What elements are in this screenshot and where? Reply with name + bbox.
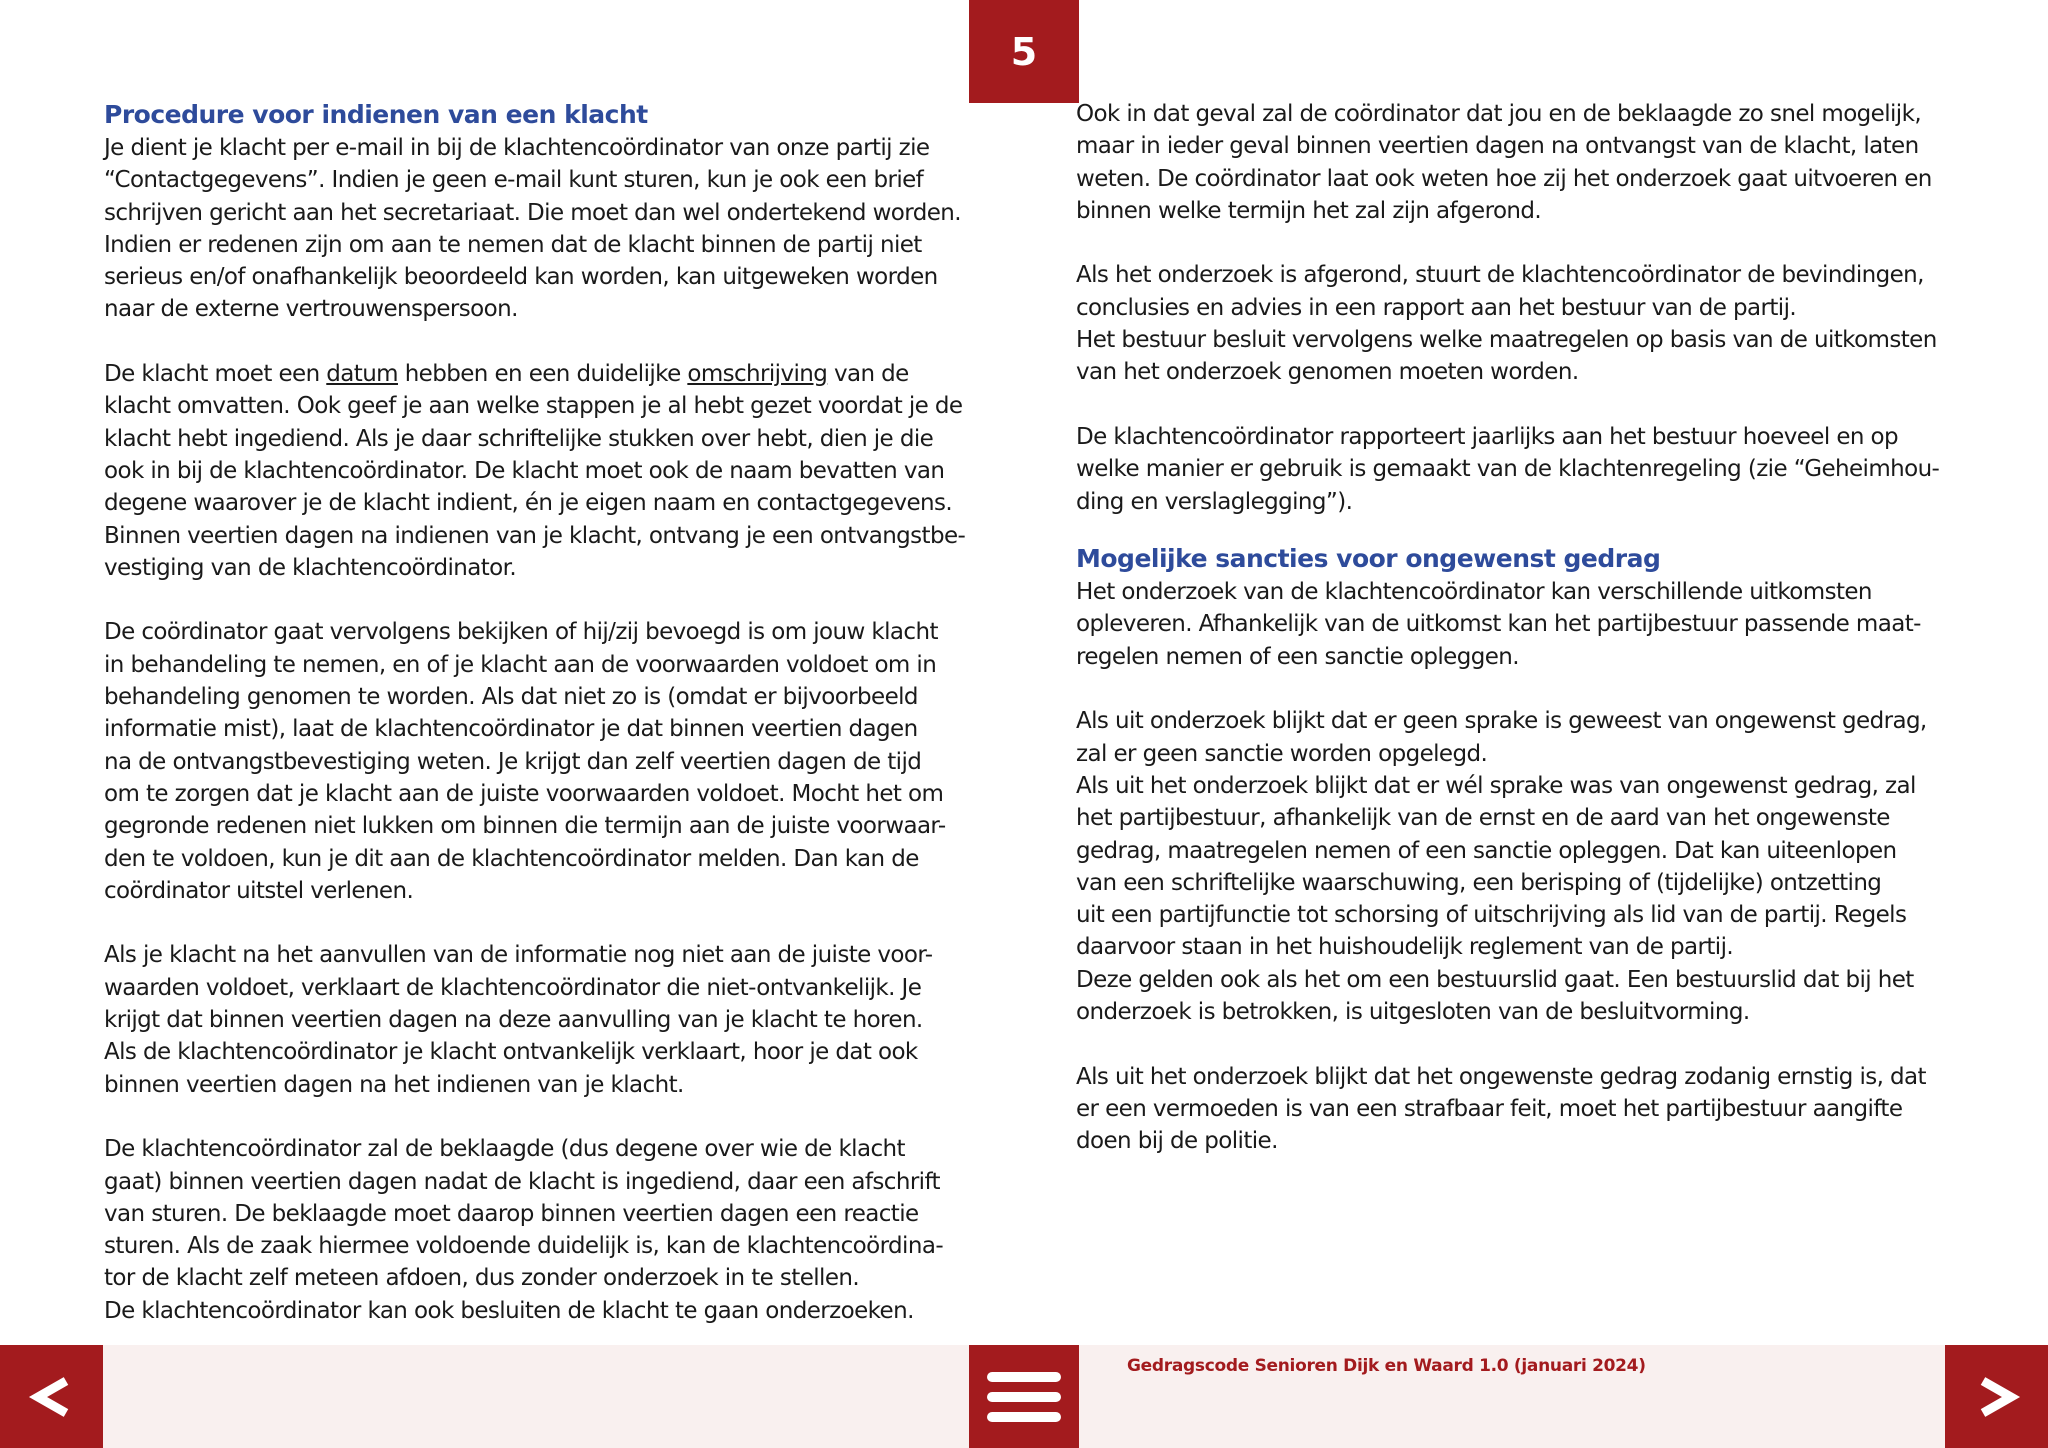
paragraph: De klachtencoördinator rapporteert jaarlijks aan het bestuur hoeveel en op welke manier er gebruik is gemaakt van de klachtenregeling (zie “Geheimhou- ding en verslaglegging”). [1076, 423, 1940, 515]
chevron-left-icon [28, 1373, 76, 1421]
right-column [1076, 98, 1976, 1158]
next-page-button[interactable] [1945, 1345, 2048, 1448]
chevron-right-icon [1973, 1373, 2021, 1421]
previous-page-button[interactable] [0, 1345, 103, 1448]
left-column [104, 98, 994, 1327]
paragraph: Het onderzoek van de klachtencoördinator kan verschillende uitkomsten opleveren. Afhankelijk van de uitkomst kan het partijbestuur passende maat- regelen nemen of een sanctie opleggen. [1076, 579, 1921, 670]
section-heading-procedure: Procedure voor indienen van een klacht [104, 100, 648, 129]
paragraph: De coördinator gaat vervolgens bekijken of hij/zij bevoegd is om jouw klacht in behandeling te nemen, en of je klacht aan de voorwaarden voldoet om in behandeling genomen te worden. Als dat niet zo is (omdat er bijvoorbeeld informatie mist), laat de klachtencoördinator je dat binnen veertien dagen na de ontvangstbevestiging weten. Je krijgt dan zelf veertien dagen de tijd om te zorgen dat je klacht aan de juiste voorwaarden voldoet. Mocht het om gegronde redenen niet lukken om binnen die termijn aan de juiste voorwaar- den te voldoen, kun je dit aan de klachtencoördinator melden. Dan kan de coördinator uitstel verlenen. [104, 619, 946, 904]
underlined-term-omschrijving: omschrijving [687, 361, 828, 388]
paragraph: Je dient je klacht per e-mail in bij de klachtencoördinator van onze partij zie “Contactgegevens”. Indien je geen e-mail kunt sturen, kun je ook een brief schrijven gericht aan het secretariaat. Die moet dan wel ondertekend worden. Indien er redenen zijn om aan te nemen dat de klacht binnen de partij niet serieus en/of onafhankelijk beoordeeld kan worden, kan uitgeweken worden naar de externe vertrouwenspersoon. [104, 135, 961, 323]
underlined-term-datum: datum [326, 361, 398, 388]
hamburger-menu-icon [985, 1369, 1063, 1425]
paragraph-text: van de klacht omvatten. Ook geef je aan welke stappen je al hebt gezet voordat je de klacht hebt ingediend. Als je daar schriftelijke stukken over hebt, dien je die ook in bij de klachtencoördinator. De klacht moet ook de naam bevatten van degene waarover je de klacht indient, én je eigen naam en contactgegevens. Binnen veertien dagen na indienen van je klacht, ontvang je een ontvangstbe- vestiging van de klachtencoördinator. [104, 361, 966, 581]
footer-document-title: Gedragscode Senioren Dijk en Waard 1.0 (januari 2024) [1127, 1356, 1646, 1376]
paragraph-text: hebben en een duidelijke [397, 361, 688, 388]
paragraph: Als het onderzoek is afgerond, stuurt de klachtencoördinator de bevindingen, conclusies en advies in een rapport aan het bestuur van de partij. Het bestuur besluit vervolgens welke maatregelen op basis van de uitkomsten van het onderzoek genomen moeten worden. [1076, 262, 1937, 386]
paragraph [104, 358, 994, 584]
menu-button[interactable] [969, 1345, 1079, 1448]
section-heading-sancties: Mogelijke sancties voor ongewenst gedrag [1076, 544, 1661, 574]
paragraph: De klachtencoördinator zal de beklaagde (dus degene over wie de klacht gaat) binnen veertien dagen nadat de klacht is ingediend, daar een afschrift van sturen. De beklaagde moet daarop binnen veertien dagen een reactie sturen. Als de zaak hiermee voldoende duidelijk is, kan de klachtencoördina- tor de klacht zelf meteen afdoen, dus zonder onderzoek in te stellen. De klachtencoördinator kan ook besluiten de klacht te gaan onderzoeken. [104, 1136, 944, 1324]
paragraph: Als uit onderzoek blijkt dat er geen sprake is geweest van ongewenst gedrag, zal er geen sanctie worden opgelegd. Als uit het onderzoek blijkt dat er wél sprake was van ongewenst gedrag, zal het partijbestuur, afhankelijk van de ernst en de aard van het ongewenste gedrag, maatregelen nemen of een sanctie opleggen. Dat kan uiteenlopen van een schriftelijke waarschuwing, een berisping of (tijdelijke) ontzetting uit een partijfunctie tot schorsing of uitschrijving als lid van de partij. Regels daarvoor staan in het huishoudelijk reglement van de partij. Deze gelden ook als het om een bestuurslid gaat. Een bestuurslid dat bij het onderzoek is betrokken, is uitgesloten van de besluitvorming. [1076, 708, 1927, 1026]
paragraph: Als je klacht na het aanvullen van de informatie nog niet aan de juiste voor- waarden voldoet, verklaart de klachtencoördinator die niet-ontvankelijk. Je krijgt dat binnen veertien dagen na deze aanvulling van je klacht te horen. Als de klachtencoördinator je klacht ontvankelijk verklaart, hoor je dat ook binnen veertien dagen na het indienen van je klacht. [104, 942, 933, 1098]
paragraph-text: De klacht moet een [104, 361, 327, 388]
page-number: 5 [969, 0, 1079, 103]
paragraph: Ook in dat geval zal de coördinator dat jou en de beklaagde zo snel mogelijk, maar in ieder geval binnen veertien dagen na ontvangst van de klacht, laten weten. De coördinator laat ook weten hoe zij het onderzoek gaat uitvoeren en binnen welke termijn het zal zijn afgerond. [1076, 101, 1932, 224]
paragraph: Als uit het onderzoek blijkt dat het ongewenste gedrag zodanig ernstig is, dat er een vermoeden is van een strafbaar feit, moet het partijbestuur aangifte doen bij de politie. [1076, 1063, 1926, 1155]
